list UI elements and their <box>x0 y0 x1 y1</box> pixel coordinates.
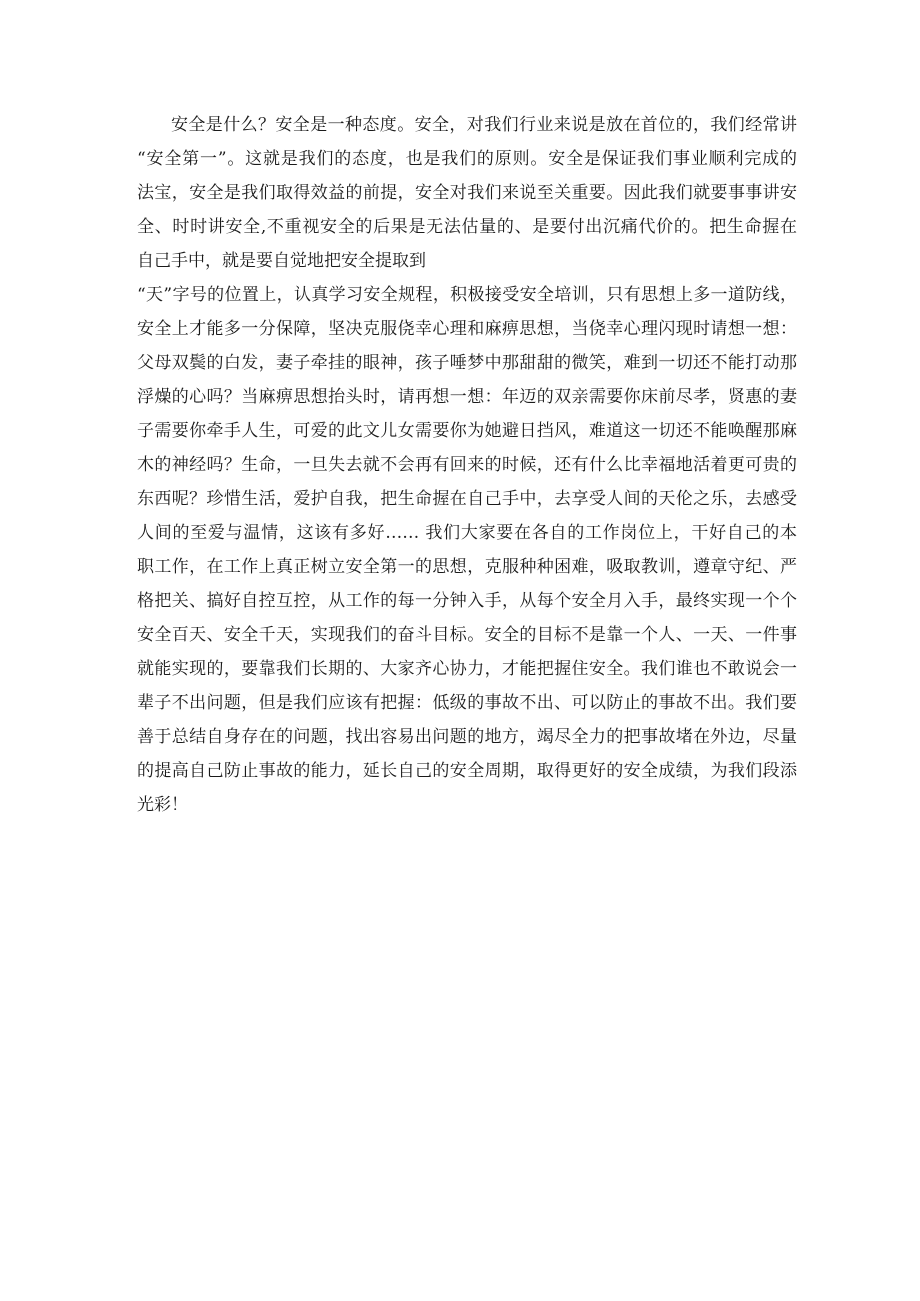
text-line: 辈子不出问题，但是我们应该有把握：低级的事故不出、可以防止的事故不出。我们要 <box>137 693 797 713</box>
text-line: 就能实现的，要靠我们长期的、大家齐心协力，才能把握住安全。我们谁也不敢说会一 <box>137 659 797 679</box>
paragraph-2 <box>137 278 797 822</box>
text-line: 格把关、搞好自控互控，从工作的每一分钟入手，从每个安全月入手，最终实现一个个 <box>137 591 797 611</box>
text-line: 安全百天、安全千天，实现我们的奋斗目标。安全的目标不是靠一个人、一天、一件事 <box>137 625 797 645</box>
text-line: 光彩！ <box>137 795 188 815</box>
text-line: 父母双鬓的白发，妻子牵挂的眼神，孩子唾梦中那甜甜的微笑，难到一切还不能打动那 <box>137 353 797 373</box>
text-line: 法宝，安全是我们取得效益的前提，安全对我们来说至关重要。因此我们就要事事讲安 <box>137 183 797 203</box>
text-line: 职工作，在工作上真正树立安全第一的思想，克服种种困难，吸取教训，遵章守纪、严 <box>137 557 797 577</box>
paragraph-1 <box>137 108 797 278</box>
text-line: 自己手中，就是要自觉地把安全提取到 <box>137 251 426 271</box>
text-line: 木的神经吗？生命，一旦失去就不会再有回来的时候，还有什么比幸福地活着更可贵的 <box>137 455 797 475</box>
document-body <box>137 108 797 822</box>
text-line: 安全是什么？安全是一种态度。安全，对我们行业来说是放在首位的，我们经常讲 <box>171 115 797 135</box>
text-line: “天”字号的位置上，认真学习安全规程，积极接受安全培训，只有思想上多一道防线， <box>137 285 797 305</box>
text-line: 浮燥的心吗？当麻痹思想抬头时，请再想一想：年迈的双亲需要你床前尽孝，贤惠的妻 <box>137 387 797 407</box>
text-line: 东西呢？珍惜生活，爱护自我，把生命握在自己手中，去享受人间的天伦之乐，去感受 <box>137 489 797 509</box>
text-line: 的提高自己防止事故的能力，延长自己的安全周期，取得更好的安全成绩，为我们段添 <box>137 761 797 781</box>
text-line: 安全上才能多一分保障，坚决克服侥幸心理和麻痹思想，当侥幸心理闪现时请想一想： <box>137 319 797 339</box>
text-line: 人间的至爱与温情，这该有多好…… 我们大家要在各自的工作岗位上，干好自己的本 <box>137 523 797 543</box>
text-line: 全、时时讲安全,不重视安全的后果是无法估量的、是要付出沉痛代价的。把生命握在 <box>137 217 797 237</box>
text-line: 子需要你牵手人生，可爱的此文儿女需要你为她避日挡风，难道这一切还不能唤醒那麻 <box>137 421 797 441</box>
text-line: 善于总结自身存在的问题，找出容易出问题的地方，竭尽全力的把事故堵在外边，尽量 <box>137 727 797 747</box>
text-line: “安全第一”。这就是我们的态度，也是我们的原则。安全是保证我们事业顺利完成的 <box>137 149 797 169</box>
